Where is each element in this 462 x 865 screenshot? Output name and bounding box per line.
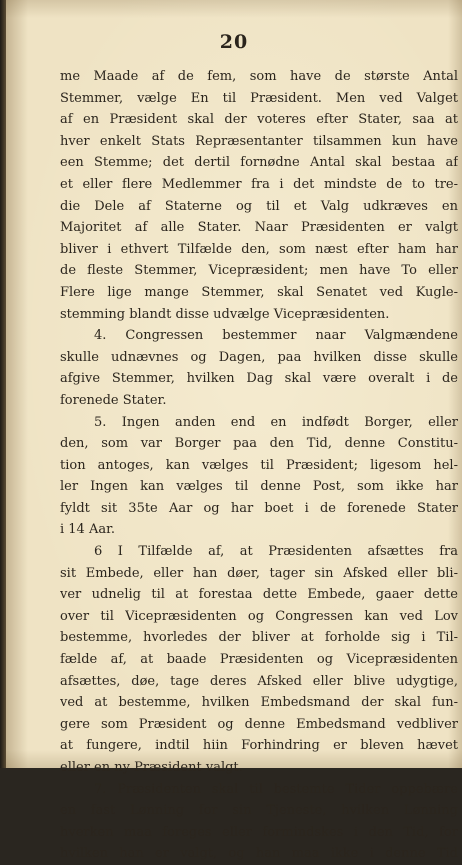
text-line: en fast Lønning for sin Tjeneste, hvilken Lønning: [60, 803, 458, 819]
page-text-body: [60, 66, 458, 865]
text-line: een Stemme; det dertil fornødne Antal skal bestaa af: [60, 155, 458, 171]
text-line: bliver i ethvert Tilfælde den, som næst efter ham har: [60, 241, 458, 257]
text-line: bestemme, hvorledes der bliver at forholde sig i Til-: [60, 630, 458, 646]
text-line: over til Vicepræsidenten og Congressen kan ved Lov: [60, 608, 458, 624]
text-line: 6 I Tilfælde af, at Præsidenten afsættes fra: [94, 544, 458, 560]
text-line: fælde af, at baade Præsidenten og Vicepræsidenten: [60, 652, 458, 668]
text-line: me Maade af de fem, som have de største Antal: [60, 69, 458, 84]
text-line: skulle udnævnes og Dagen, paa hvilken disse skulle: [60, 349, 458, 365]
text-line: hverken maa foreges eller formindskes i den Tid, for: [60, 824, 458, 840]
text-line: ler Ingen kan vælges til denne Post, som ikke har: [60, 479, 458, 495]
text-line: den, som var Borger paa den Tid, denne Constitu-: [60, 436, 458, 452]
text-line: tion antoges, kan vælges til Præsident; ligesom hel-: [60, 457, 458, 473]
text-line: ver udnelig til at forestaa dette Embede, gaaer dette: [60, 587, 458, 603]
text-line: stemming blandt disse udvælge Vicepræsidenten.: [60, 306, 390, 322]
text-line: eller en ny Præsident valgt.: [60, 760, 243, 775]
text-line: forenede Stater.: [60, 392, 167, 408]
text-line: i 14 Aar.: [60, 522, 116, 538]
book-page: [6, 0, 462, 862]
text-line: die Dele af Staterne og til et Valg udkræves en: [60, 198, 458, 214]
text-line: ved at bestemme, hvilken Embedsmand der skal fun-: [60, 695, 458, 711]
text-line: Flere lige mange Stemmer, skal Senatet ved Kugle-: [60, 284, 458, 300]
text-line: afsættes, døe, tage deres Afsked eller blive udygtige,: [60, 673, 458, 689]
text-line: 7. Præsidenten skal til bestemte Tider oppebære: [94, 781, 458, 797]
text-line: 5. Ingen anden end en indfødt Borger, eller: [94, 414, 458, 430]
text-line: gere som Præsident og denne Embedsmand vedbliver: [60, 716, 458, 732]
text-line: fyldt sit 35te Aar og har boet i de forenede Stater: [60, 500, 458, 516]
text-line: sit Embede, eller han døer, tager sin Afsked eller bli-: [60, 565, 458, 581]
text-line: at fungere, indtil hiin Forhindring er bleven hævet: [60, 738, 458, 754]
text-line: afgive Stemmer, hvilken Dag skal være overalt i de: [60, 371, 458, 387]
text-line: hver enkelt Stats Repræsentanter tilsammen kun have: [60, 133, 458, 149]
text-line: af en Præsident skal der voteres efter Stater, saa at: [60, 112, 458, 128]
text-line: Stemmer, vælge En til Præsident. Men ved Valget: [60, 90, 458, 106]
text-line: hvilken han er valgt, og han maa ikke i denne Tid: [60, 846, 458, 862]
text-line: Majoritet af alle Stater. Naar Præsidenten er valgt: [60, 220, 458, 236]
text-line: 4. Congressen bestemmer naar Valgmændene: [94, 328, 458, 344]
page-number: 20: [219, 31, 249, 53]
text-line: et eller flere Medlemmer fra i det mindste de to tre-: [60, 176, 458, 192]
text-line: de fleste Stemmer, Vicepræsident; men have To eller: [60, 263, 458, 279]
